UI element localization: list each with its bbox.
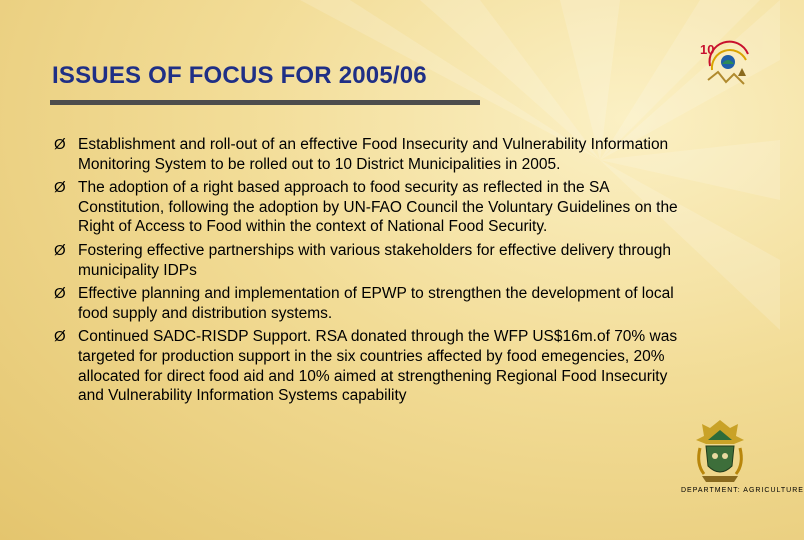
list-item (54, 241, 694, 280)
bullet-text: Fostering effective partnerships with various stakeholders for effective delivery through municipality IDPs (78, 241, 672, 279)
slide-title: ISSUES OF FOCUS FOR 2005/06 (52, 62, 427, 89)
coat-of-arms-icon (690, 418, 750, 488)
title-underline (50, 100, 480, 105)
bullet-arrow-icon: Ø (54, 136, 66, 153)
bullet-text: Continued SADC-RISDP Support. RSA donated through the WFP US$16m.of 70% was targeted for production support in the six countries affected by food emegencies, 20% allocated for direct food aid and 10% aimed at strengthening Regional Food Insecurity and Vulnerability Information Systems capability (78, 328, 678, 405)
ten-years-logo-icon (698, 36, 760, 92)
department-label: DEPARTMENT: AGRICULTURE (681, 487, 804, 494)
bullet-arrow-icon: Ø (54, 241, 66, 259)
list-item (54, 327, 694, 405)
bullet-arrow-icon: Ø (54, 179, 66, 197)
bullet-arrow-icon: Ø (54, 285, 66, 303)
bullet-text: The adoption of a right based approach to food security as reflected in the SA Constitution, following the adoption by UN-FAO Council the Voluntary Guidelines on the Right of Access to Food within the context of National Food Security. (78, 179, 678, 236)
bullet-list (54, 135, 694, 410)
bullet-text: Establishment and roll-out of an effective Food Insecurity and Vulnerability Information Monitoring System to be rolled out to 10 District Municipalities in 2005. (78, 136, 669, 173)
logo-number: 10 (700, 42, 715, 57)
list-item (54, 178, 694, 237)
bullet-arrow-icon: Ø (54, 328, 66, 346)
list-item (54, 135, 694, 174)
bullet-text: Effective planning and implementation of EPWP to strengthen the development of local food supply and distribution systems. (78, 285, 674, 322)
list-item (54, 284, 694, 323)
